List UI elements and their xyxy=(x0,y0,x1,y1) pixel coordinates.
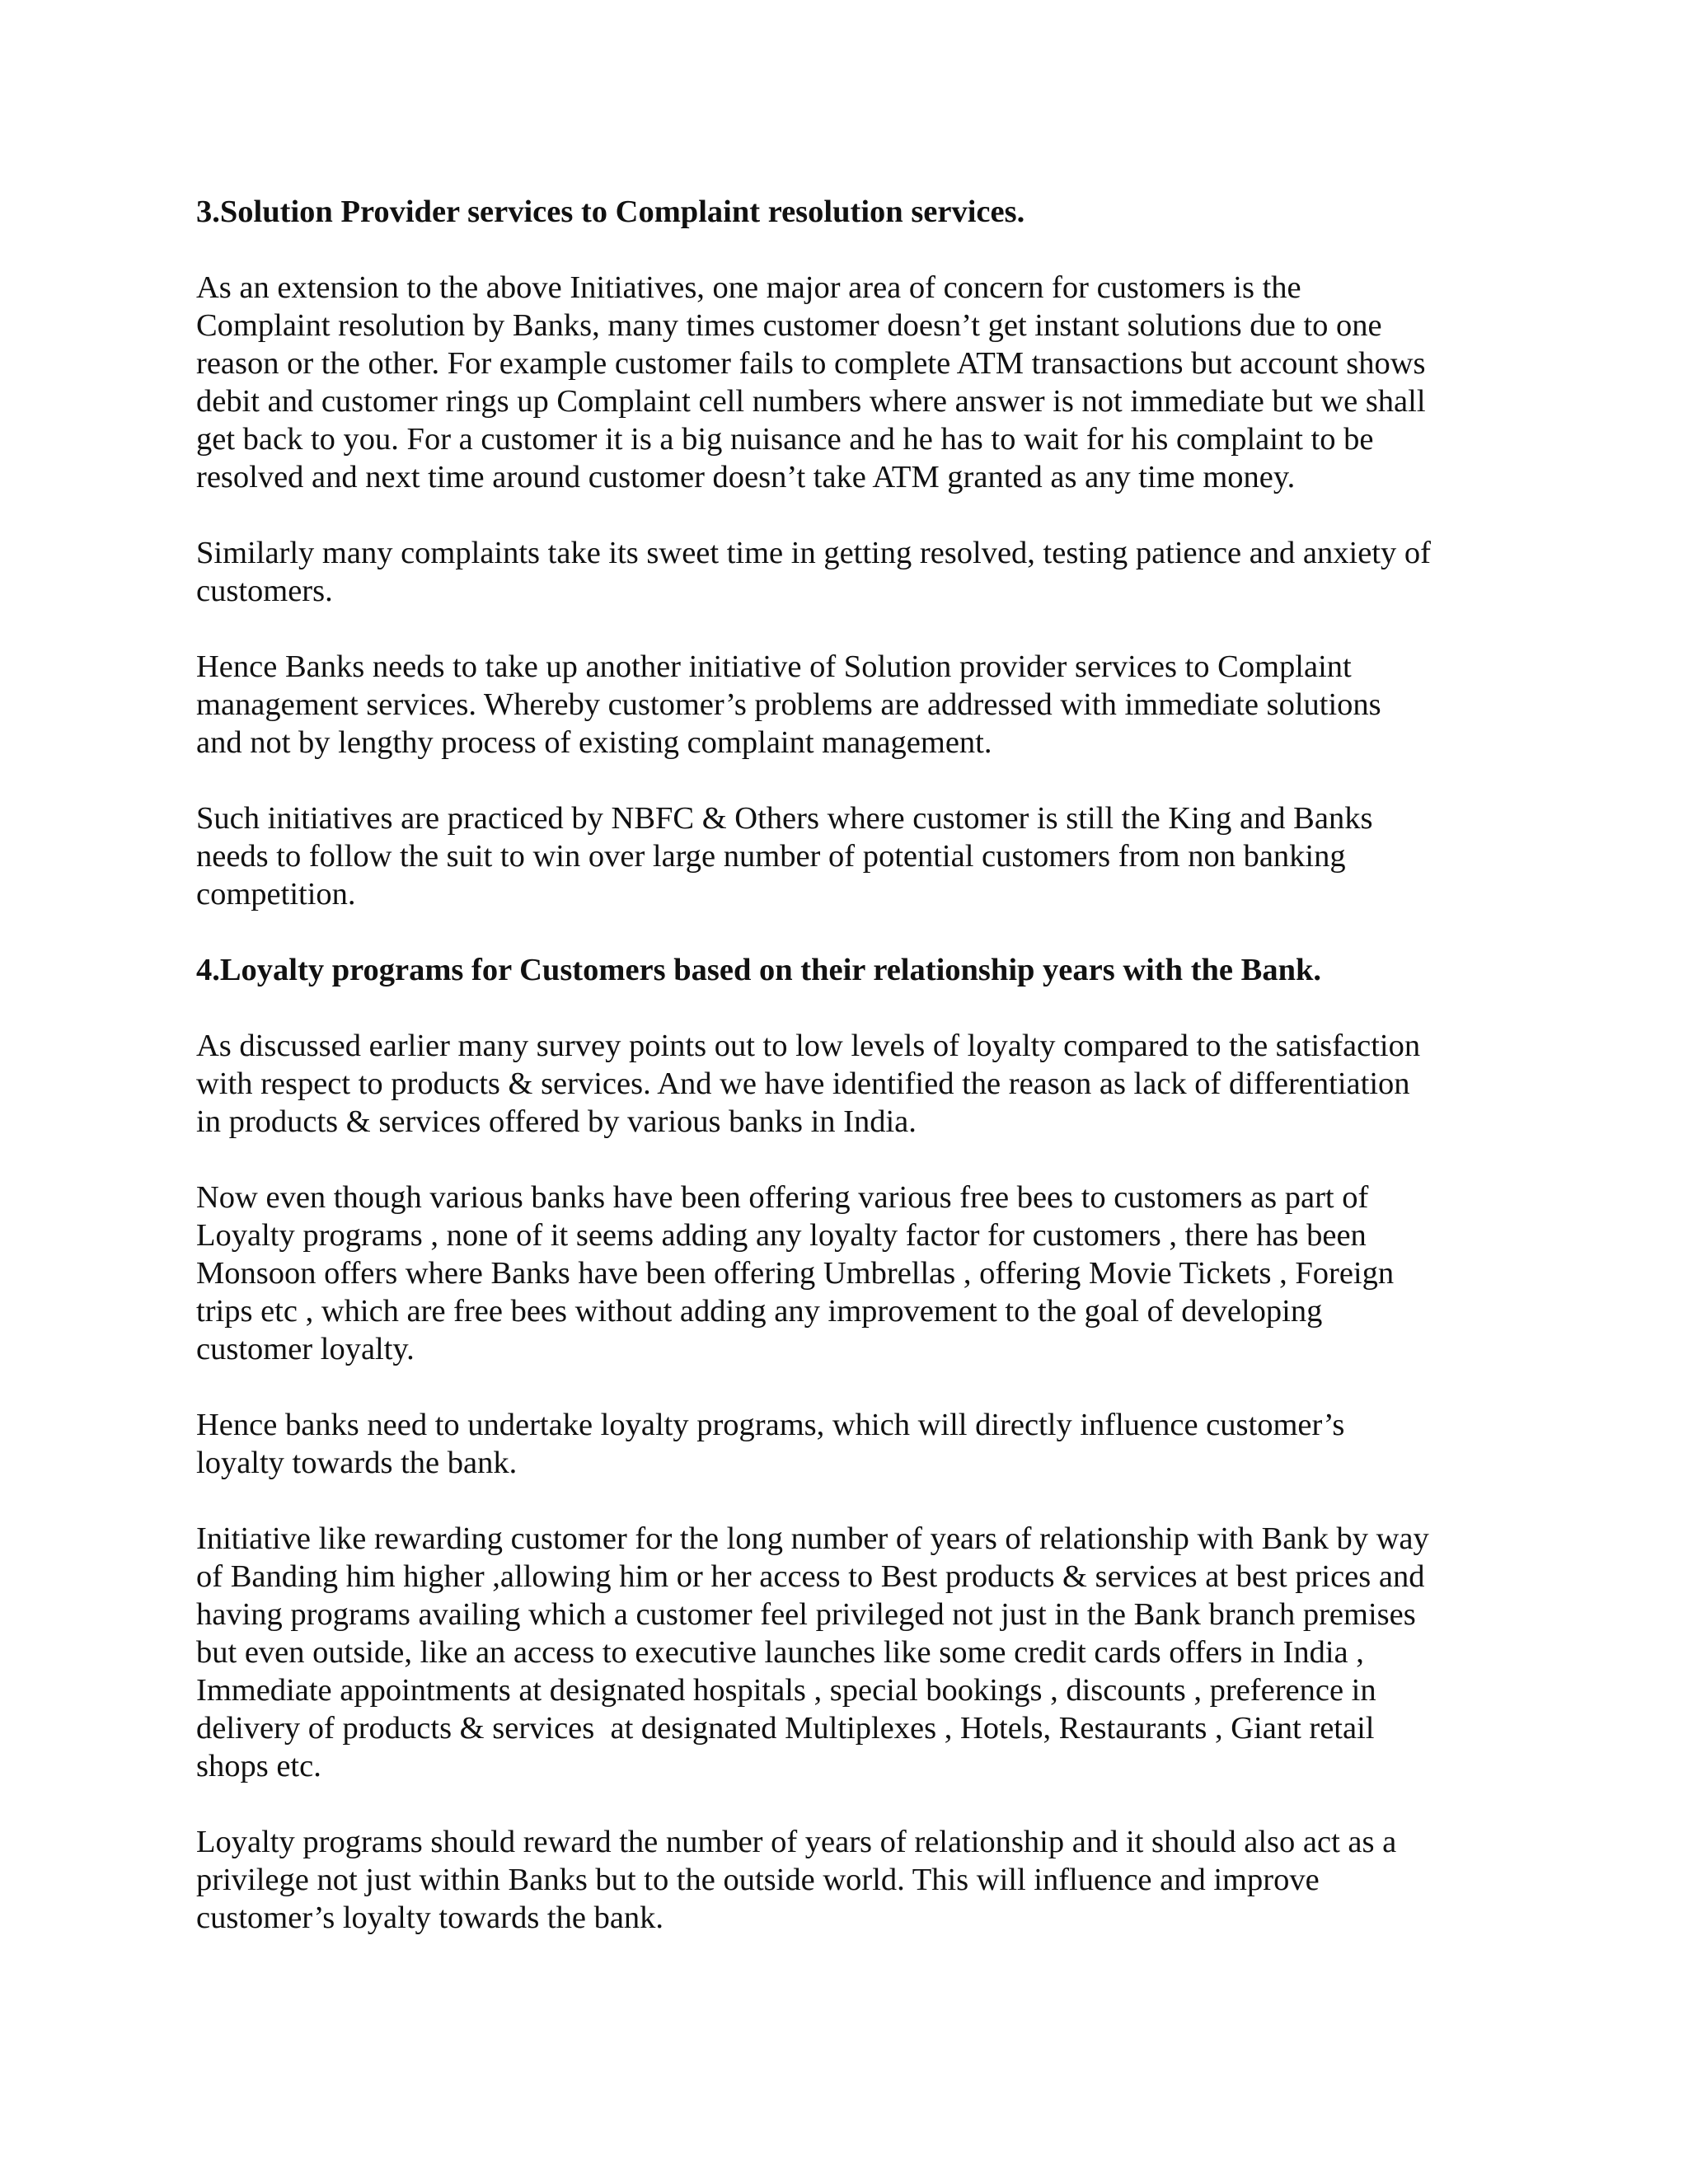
section-4-paragraph-1 xyxy=(196,1027,1482,1141)
paragraph-line: Hence banks need to undertake loyalty programs, which will directly influence customer’s xyxy=(196,1408,1345,1442)
paragraph-line: Similarly many complaints take its sweet time in getting resolved, testing patience and anxiety of xyxy=(196,536,1431,570)
paragraph-line: As discussed earlier many survey points out to low levels of loyalty compared to the satisfaction xyxy=(196,1029,1421,1063)
paragraph-line: trips etc , which are free bees without adding any improvement to the goal of developing xyxy=(196,1294,1323,1329)
document-page xyxy=(196,193,1482,1937)
section-4-paragraph-2 xyxy=(196,1179,1482,1368)
paragraph-line: resolved and next time around customer doesn’t take ATM granted as any time money. xyxy=(196,460,1296,494)
section-4 xyxy=(196,951,1482,1937)
paragraph-line: Complaint resolution by Banks, many times customer doesn’t get instant solutions due to one xyxy=(196,308,1382,343)
paragraph-line: Loyalty programs , none of it seems adding any loyalty factor for customers , there has been xyxy=(196,1218,1367,1253)
section-3 xyxy=(196,193,1482,951)
section-4-paragraph-5 xyxy=(196,1823,1482,1937)
paragraph-line: Immediate appointments at designated hospitals , special bookings , discounts , preference in xyxy=(196,1673,1376,1708)
paragraph-line: As an extension to the above Initiatives, one major area of concern for customers is the xyxy=(196,270,1301,305)
section-4-heading: 4.Loyalty programs for Customers based on their relationship years with the Bank. xyxy=(196,953,1322,987)
paragraph-line: customer’s loyalty towards the bank. xyxy=(196,1900,664,1935)
section-3-heading: 3.Solution Provider services to Complaint resolution services. xyxy=(196,194,1025,229)
paragraph-line: privilege not just within Banks but to the outside world. This will influence and improve xyxy=(196,1863,1320,1897)
paragraph-line: in products & services offered by various banks in India. xyxy=(196,1104,917,1139)
paragraph-line: Now even though various banks have been offering various free bees to customers as part of xyxy=(196,1180,1369,1215)
paragraph-line: having programs availing which a customer feel privileged not just in the Bank branch premises xyxy=(196,1597,1416,1632)
section-3-paragraph-3 xyxy=(196,648,1482,762)
paragraph-line: with respect to products & services. And we have identified the reason as lack of differentiation xyxy=(196,1066,1410,1101)
section-3-paragraph-1 xyxy=(196,269,1482,496)
paragraph-line: Hence Banks needs to take up another initiative of Solution provider services to Complaint xyxy=(196,649,1352,684)
paragraph-line: delivery of products & services at designated Multiplexes , Hotels, Restaurants , Giant retail xyxy=(196,1711,1375,1746)
paragraph-line: Initiative like rewarding customer for the long number of years of relationship with Bank by way xyxy=(196,1521,1429,1556)
section-4-paragraph-4 xyxy=(196,1520,1482,1785)
paragraph-line: customer loyalty. xyxy=(196,1332,415,1366)
paragraph-line: get back to you. For a customer it is a big nuisance and he has to wait for his complaint to be xyxy=(196,422,1374,457)
paragraph-line: and not by lengthy process of existing complaint management. xyxy=(196,725,992,760)
paragraph-line: management services. Whereby customer’s problems are addressed with immediate solutions xyxy=(196,687,1381,722)
paragraph-line: reason or the other. For example customer fails to complete ATM transactions but account shows xyxy=(196,346,1426,381)
paragraph-line: Such initiatives are practiced by NBFC & Others where customer is still the King and Banks xyxy=(196,801,1373,836)
paragraph-line: shops etc. xyxy=(196,1749,321,1783)
paragraph-line: of Banding him higher ,allowing him or her access to Best products & services at best prices and xyxy=(196,1559,1425,1594)
paragraph-line: debit and customer rings up Complaint cell numbers where answer is not immediate but we shall xyxy=(196,384,1426,419)
paragraph-line: Monsoon offers where Banks have been offering Umbrellas , offering Movie Tickets , Foreign xyxy=(196,1256,1395,1291)
paragraph-line: customers. xyxy=(196,574,333,608)
paragraph-line: Loyalty programs should reward the number of years of relationship and it should also act as a xyxy=(196,1825,1397,1859)
paragraph-line: needs to follow the suit to win over large number of potential customers from non banking xyxy=(196,839,1346,874)
section-3-paragraph-4 xyxy=(196,799,1482,913)
paragraph-line: competition. xyxy=(196,877,356,912)
section-3-paragraph-2 xyxy=(196,534,1482,610)
paragraph-line: but even outside, like an access to executive launches like some credit cards offers in India , xyxy=(196,1635,1364,1670)
paragraph-line: loyalty towards the bank. xyxy=(196,1446,518,1480)
section-4-paragraph-3 xyxy=(196,1406,1482,1482)
